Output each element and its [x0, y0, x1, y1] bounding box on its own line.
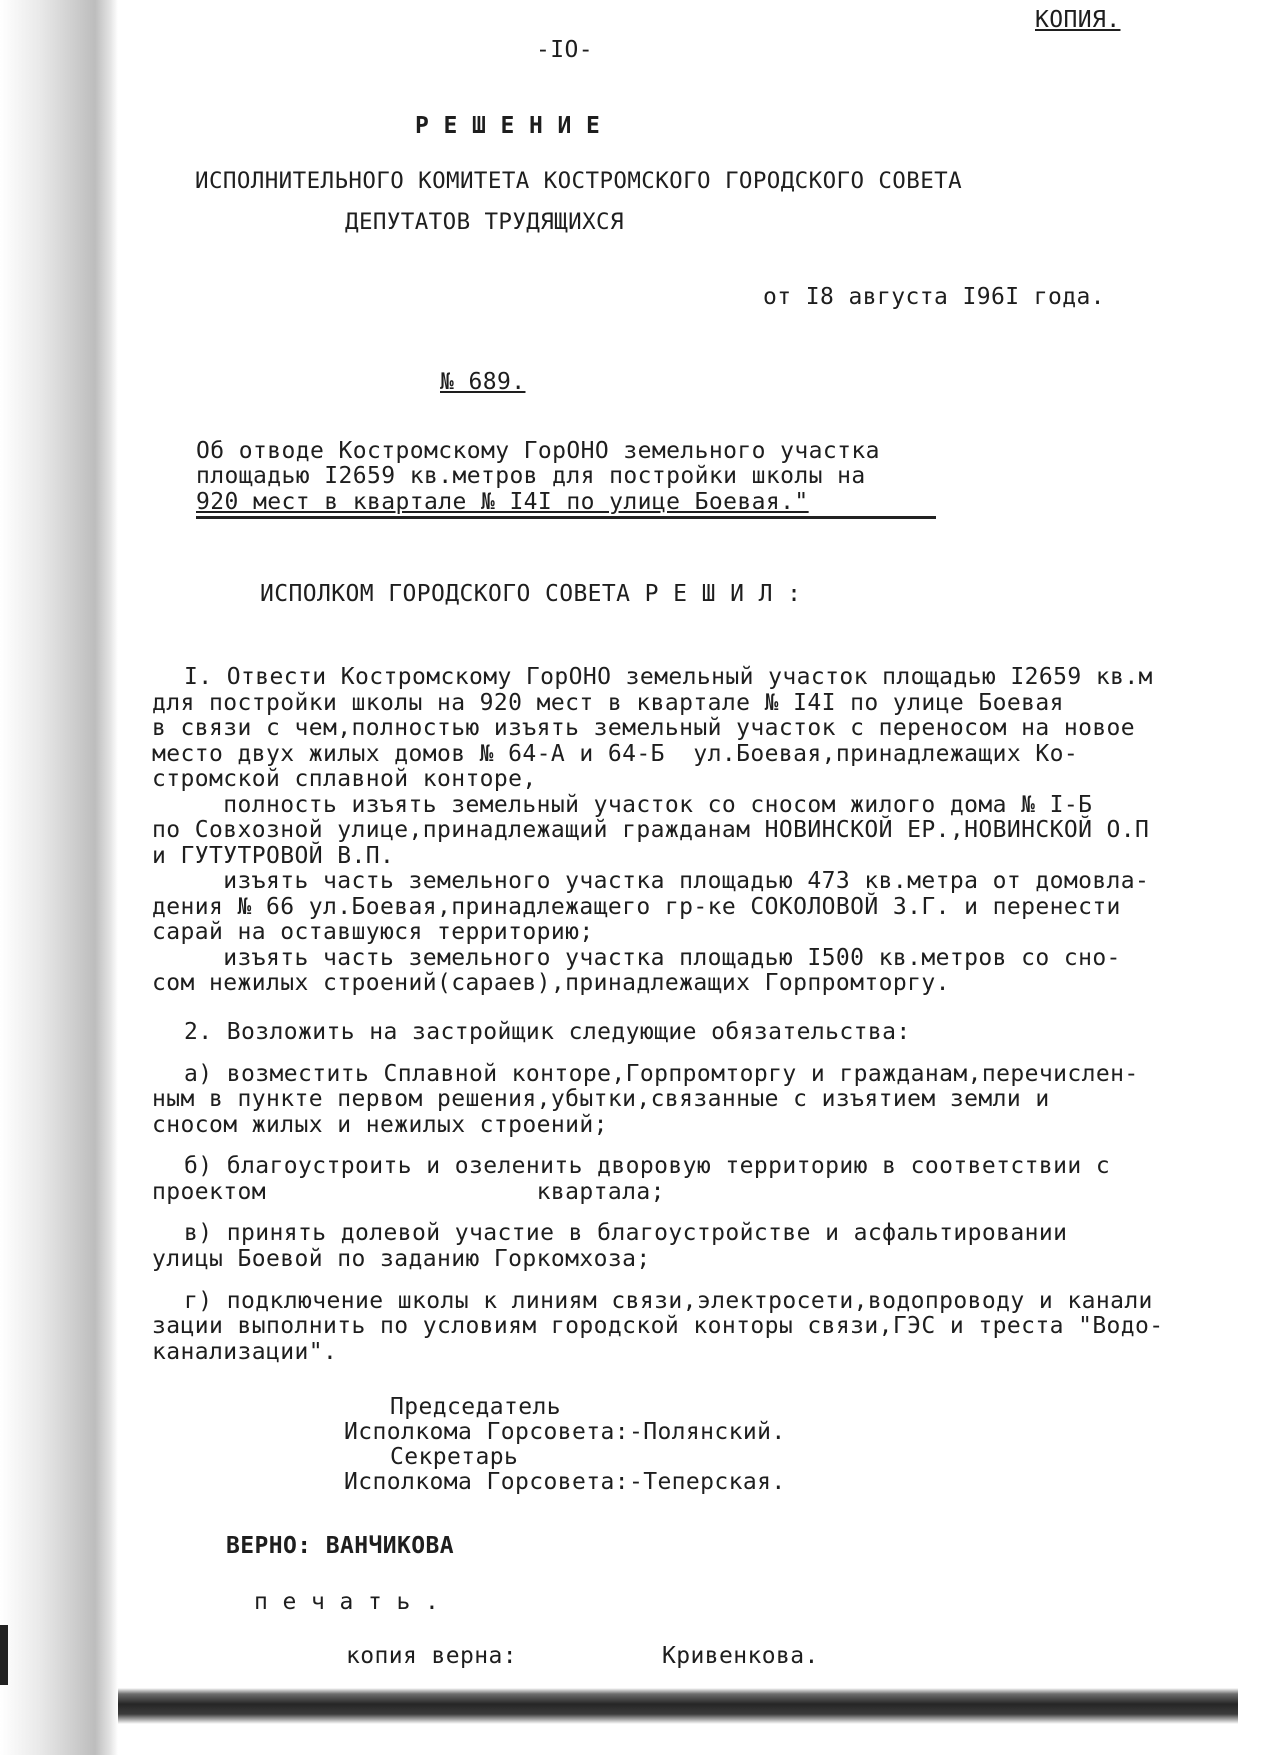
body-line: сносом жилых и нежилых строений;	[152, 1112, 608, 1138]
body-line: б) благоустроить и озеленить дворовую территорию в соответствии с	[184, 1153, 1111, 1179]
body-line: зации выполнить по условиям городской конторы связи,ГЭС и треста "Водо-	[152, 1313, 1164, 1339]
body-line: 2. Возложить на застройщик следующие обязательства:	[184, 1019, 911, 1045]
seal-mark: п е ч а т ь .	[254, 1589, 440, 1615]
body-line: изъять часть земельного участка площадью 473 кв.метра от домовла-	[152, 868, 1150, 894]
chairman-line: Исполкома Горсовета:-Полянский.	[344, 1419, 786, 1445]
body-line: сарай на оставшуюся территорию;	[152, 919, 594, 945]
verified-line: ВЕРНО: ВАНЧИКОВА	[226, 1533, 454, 1559]
document-date: от I8 августа I96I года.	[763, 284, 1105, 310]
resolved-heading: ИСПОЛКОМ ГОРОДСКОГО СОВЕТА Р Е Ш И Л :	[260, 581, 802, 607]
body-line: для постройки школы на 920 мест в квартале № I4I по улице Боевая	[152, 690, 1064, 716]
scan-edge-mark	[0, 1625, 8, 1685]
body-line: канализации".	[152, 1339, 338, 1365]
body-line: г) подключение школы к линиям связи,электросети,водопроводу и канали	[184, 1288, 1153, 1314]
secretary-title: Секретарь	[390, 1444, 519, 1470]
secretary-line: Исполкома Горсовета:-Теперская.	[344, 1469, 786, 1495]
subject-line-1: Об отводе Костромскому ГорОНО земельного участка	[196, 438, 880, 464]
body-line: I. Отвести Костромскому ГорОНО земельный участок площадью I2659 кв.м	[184, 664, 1153, 690]
body-line: в связи с чем,полностью изъять земельный участок с переносом на новое	[152, 715, 1136, 741]
scan-bottom-edge	[118, 1688, 1238, 1724]
body-line: ным в пункте первом решения,убытки,связанные с изъятием земли и	[152, 1086, 1050, 1112]
chairman-title: Председатель	[390, 1394, 561, 1420]
document-subheading-2: ДЕПУТАТОВ ТРУДЯЩИХСЯ	[345, 209, 624, 235]
body-line: изъять часть земельного участка площадью I500 кв.метров со сно-	[152, 945, 1121, 971]
body-line: полность изъять земельный участок со сносом жилого дома № I-Б	[152, 792, 1093, 818]
copy-correct-name: Кривенкова.	[662, 1643, 819, 1669]
body-line: а) возместить Сплавной конторе,Горпромторгу и гражданам,перечислен-	[184, 1061, 1139, 1087]
body-line: проектом квартала;	[152, 1179, 665, 1205]
subject-underline	[196, 516, 936, 519]
body-line: стромской сплавной конторе,	[152, 766, 537, 792]
page-number: -IO-	[536, 37, 593, 63]
scan-margin-shadow	[0, 0, 118, 1755]
body-line: дения № 66 ул.Боевая,принадлежащего гр-ке СОКОЛОВОЙ З.Г. и перенести	[152, 894, 1121, 920]
copy-correct-label: копия верна:	[346, 1643, 517, 1669]
body-line: в) принять долевой участие в благоустройстве и асфальтировании	[184, 1220, 1068, 1246]
document-number: № 689.	[440, 369, 526, 395]
document-heading: Р Е Ш Е Н И Е	[415, 113, 601, 139]
copy-mark: КОПИЯ.	[1035, 7, 1121, 33]
body-line: по Совхозной улице,принадлежащий гражданам НОВИНСКОЙ ЕР.,НОВИНСКОЙ О.П	[152, 817, 1150, 843]
body-line: и ГУТУТРОВОЙ В.П.	[152, 843, 395, 869]
subject-line-2: площадью I2659 кв.метров для постройки школы на	[196, 463, 866, 489]
body-line: место двух жилых домов № 64-А и 64-Б ул.Боевая,принадлежащих Ко-	[152, 741, 1079, 767]
document-subheading-1: ИСПОЛНИТЕЛЬНОГО КОМИТЕТА КОСТРОМСКОГО ГОРОДСКОГО СОВЕТА	[195, 168, 963, 194]
subject-line-3: 920 мест в квартале № I4I по улице Боевая."	[196, 489, 809, 515]
body-line: сом нежилых строений(сараев),принадлежащих Горпромторгу.	[152, 970, 950, 996]
body-line: улицы Боевой по заданию Горкомхоза;	[152, 1246, 651, 1272]
